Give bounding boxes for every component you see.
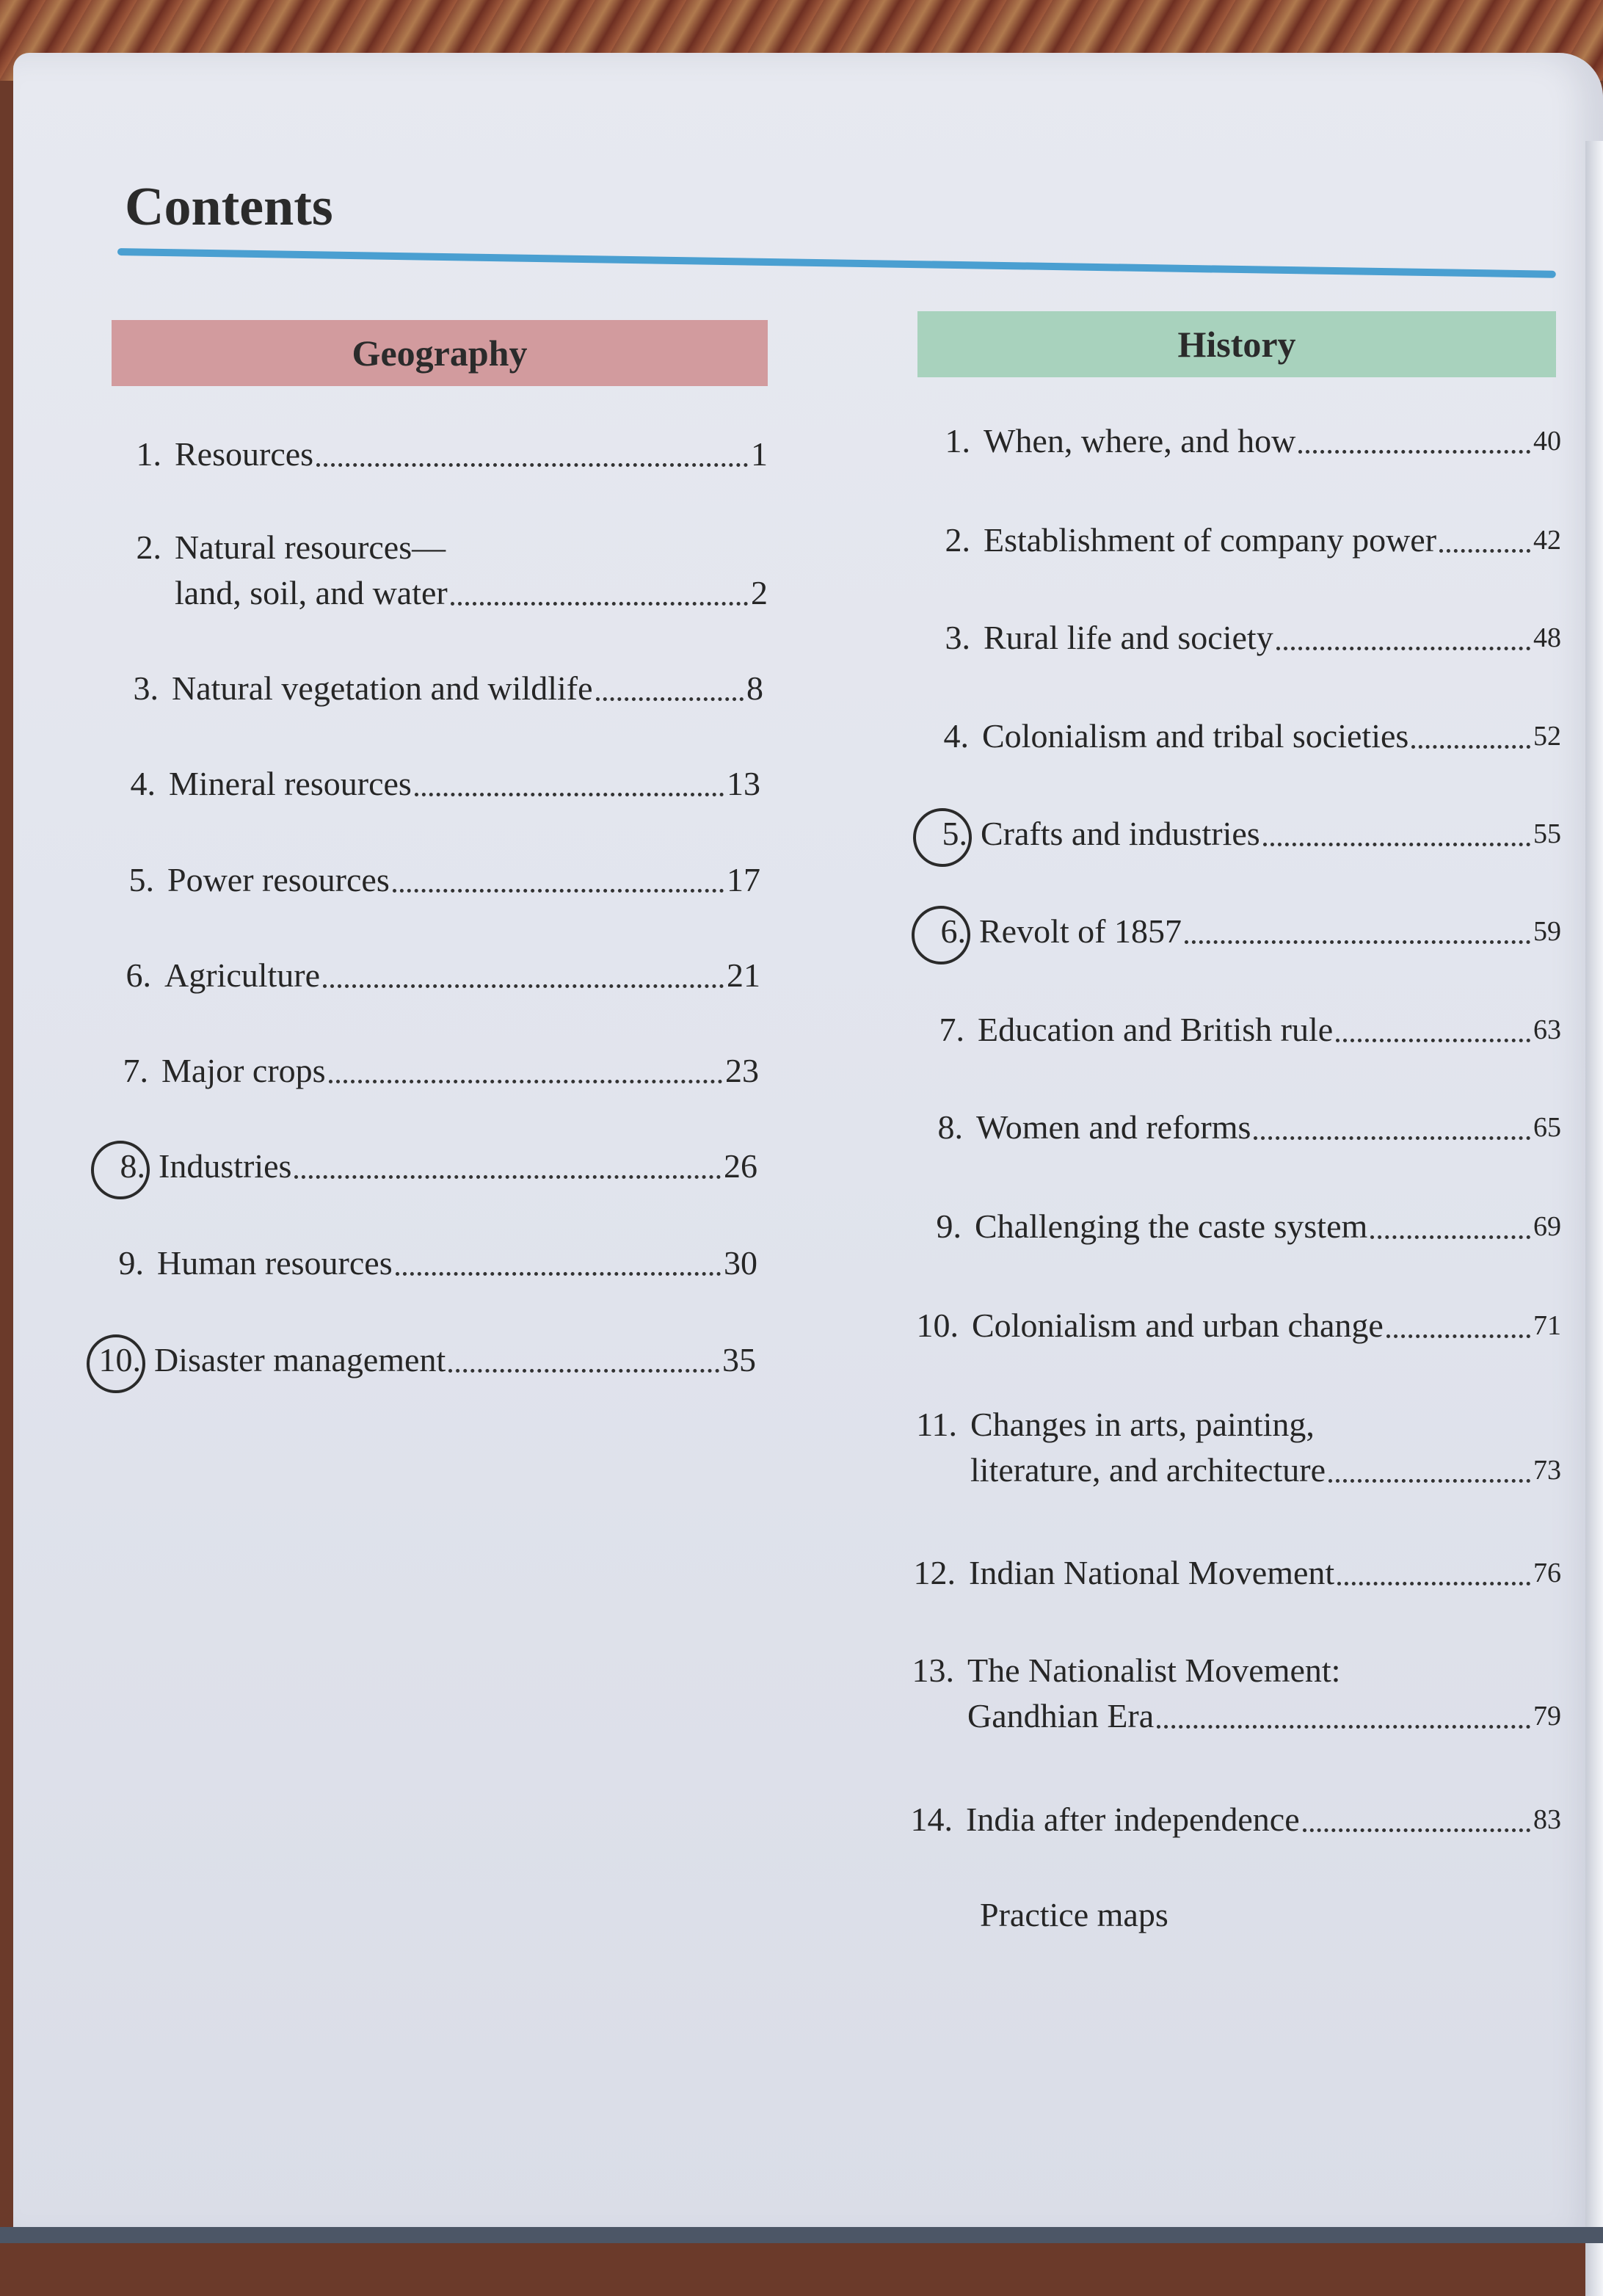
- item-number: 10.: [90, 1337, 141, 1383]
- dot-leader: [596, 697, 744, 701]
- dot-leader: [396, 1272, 721, 1276]
- page-number: 63: [1533, 1014, 1561, 1045]
- item-number: 3.: [133, 669, 159, 707]
- page-number: 69: [1533, 1211, 1561, 1242]
- dot-leader: [1298, 450, 1530, 454]
- dot-leader: [1411, 745, 1530, 749]
- geography-item-5[interactable]: [103, 857, 760, 903]
- item-title: Gandhian Era: [967, 1697, 1155, 1734]
- dot-leader: [323, 984, 724, 988]
- page-number: 65: [1533, 1112, 1561, 1143]
- item-number: 11.: [916, 1406, 957, 1443]
- dot-leader: [1303, 1828, 1530, 1832]
- practice-maps-label: Practice maps: [980, 1896, 1168, 1933]
- item-title: Rural life and society: [984, 619, 1273, 656]
- geography-item-7[interactable]: [97, 1048, 759, 1094]
- item-number: 5.: [128, 861, 154, 898]
- dot-leader: [1263, 843, 1530, 846]
- history-item-2[interactable]: [919, 517, 1561, 563]
- history-item-1[interactable]: [919, 418, 1561, 464]
- geography-item-1[interactable]: [110, 432, 768, 477]
- item-number: 5.: [916, 811, 967, 857]
- page-number: 21: [727, 956, 760, 994]
- item-title: Human resources: [157, 1244, 393, 1282]
- dot-leader: [1370, 1235, 1530, 1239]
- item-number: 13.: [912, 1652, 954, 1689]
- item-title: Changes in arts, painting,: [970, 1406, 1315, 1443]
- item-number: 2.: [945, 521, 970, 559]
- item-number: 1.: [136, 435, 161, 473]
- bottom-edge: [0, 2227, 1603, 2243]
- geography-item-10[interactable]: [90, 1337, 756, 1383]
- item-number: 7.: [123, 1052, 148, 1089]
- dot-leader: [1276, 647, 1530, 650]
- item-title: Industries: [159, 1147, 292, 1185]
- page-number: 79: [1533, 1701, 1561, 1732]
- page-number: 17: [727, 861, 760, 898]
- geography-item-9[interactable]: [92, 1240, 757, 1286]
- history-item-10[interactable]: [907, 1303, 1561, 1348]
- page-title: Contents: [125, 177, 333, 237]
- item-title: Disaster management: [154, 1341, 446, 1378]
- page-number: 59: [1533, 916, 1561, 947]
- dot-leader: [451, 602, 748, 606]
- item-number: 12.: [913, 1554, 956, 1591]
- geography-item-6[interactable]: [100, 953, 760, 998]
- item-number: 1.: [945, 422, 970, 459]
- item-number: 4.: [130, 765, 156, 802]
- page-number: 13: [727, 765, 760, 802]
- history-item-5[interactable]: [916, 811, 1561, 857]
- dot-leader: [415, 793, 724, 796]
- dot-leader: [1157, 1725, 1530, 1729]
- page-number: 71: [1533, 1310, 1561, 1341]
- history-item-14[interactable]: [901, 1797, 1561, 1842]
- history-item-3[interactable]: [919, 615, 1561, 661]
- item-title: India after independence: [966, 1801, 1300, 1838]
- page-number: 55: [1533, 818, 1561, 849]
- item-title: Natural vegetation and wildlife: [172, 669, 593, 707]
- page-number: 52: [1533, 721, 1561, 752]
- page-number: 40: [1533, 426, 1561, 457]
- history-item-8[interactable]: [912, 1105, 1561, 1150]
- item-title: The Nationalist Movement:: [967, 1652, 1341, 1689]
- item-number: 9.: [936, 1207, 962, 1245]
- geography-item-2[interactable]: [110, 525, 768, 616]
- item-number: 7.: [939, 1011, 964, 1048]
- item-number: 4.: [943, 717, 969, 755]
- dot-leader: [1185, 940, 1530, 944]
- dot-leader: [316, 463, 748, 467]
- geography-item-8[interactable]: [94, 1144, 757, 1189]
- item-title: Resources: [175, 435, 314, 473]
- item-number: 8.: [937, 1108, 963, 1146]
- geography-item-3[interactable]: [107, 666, 763, 711]
- dot-leader: [329, 1080, 722, 1083]
- item-number: 8.: [94, 1144, 145, 1189]
- item-title: literature, and architecture: [970, 1451, 1326, 1489]
- item-title: Crafts and industries: [981, 815, 1260, 852]
- item-number: 6.: [126, 956, 151, 994]
- item-title: Power resources: [167, 861, 390, 898]
- dot-leader: [294, 1175, 721, 1179]
- dot-leader: [448, 1369, 719, 1373]
- item-title: Indian National Movement: [969, 1554, 1335, 1591]
- item-title: Establishment of company power: [984, 521, 1437, 559]
- history-item-9[interactable]: [910, 1204, 1561, 1249]
- page-number: 35: [722, 1341, 756, 1378]
- item-title: When, where, and how: [984, 422, 1296, 459]
- item-title: Natural resources—: [175, 528, 446, 566]
- item-number: 2.: [136, 528, 161, 566]
- item-number: 3.: [945, 619, 970, 656]
- item-title: Challenging the caste system: [975, 1207, 1368, 1245]
- item-title: Women and reforms: [976, 1108, 1251, 1146]
- item-title: Agriculture: [164, 956, 321, 994]
- dot-leader: [1336, 1039, 1530, 1042]
- page-number: 2: [751, 574, 768, 611]
- item-title: Mineral resources: [169, 765, 412, 802]
- item-number: 9.: [118, 1244, 144, 1282]
- item-number: 10.: [916, 1307, 959, 1344]
- page-number: 73: [1533, 1455, 1561, 1486]
- page-edge: [1585, 141, 1603, 2296]
- page-number: 42: [1533, 525, 1561, 556]
- page-number: 83: [1533, 1804, 1561, 1835]
- history-item-7[interactable]: [913, 1007, 1561, 1053]
- history-item-13[interactable]: [903, 1648, 1561, 1739]
- item-number: 6.: [915, 909, 966, 954]
- history-item-6[interactable]: [915, 909, 1561, 954]
- page-number: 30: [724, 1244, 757, 1282]
- item-title: land, soil, and water: [175, 574, 448, 611]
- item-title: Revolt of 1857: [979, 912, 1182, 950]
- item-title: Major crops: [161, 1052, 326, 1089]
- item-number: 14.: [910, 1801, 953, 1838]
- dot-leader: [1337, 1582, 1530, 1585]
- item-title: Colonialism and tribal societies: [982, 717, 1409, 755]
- history-item-4[interactable]: [917, 713, 1561, 759]
- dot-leader: [393, 889, 724, 893]
- dot-leader: [1386, 1334, 1530, 1338]
- history-header: History: [917, 311, 1556, 377]
- page-number: 48: [1533, 622, 1561, 653]
- geography-item-4[interactable]: [104, 761, 760, 807]
- dot-leader: [1254, 1136, 1530, 1140]
- page-number: 1: [751, 435, 768, 473]
- page-number: 23: [725, 1052, 759, 1089]
- page-number: 26: [724, 1147, 757, 1185]
- dot-leader: [1328, 1479, 1530, 1483]
- history-item-11[interactable]: [906, 1402, 1561, 1493]
- item-title: Colonialism and urban change: [972, 1307, 1384, 1344]
- page-number: 76: [1533, 1558, 1561, 1588]
- item-title: Education and British rule: [978, 1011, 1334, 1048]
- page-number: 8: [746, 669, 763, 707]
- geography-header: Geography: [112, 320, 768, 386]
- dot-leader: [1439, 549, 1530, 553]
- history-item-12[interactable]: [904, 1550, 1561, 1596]
